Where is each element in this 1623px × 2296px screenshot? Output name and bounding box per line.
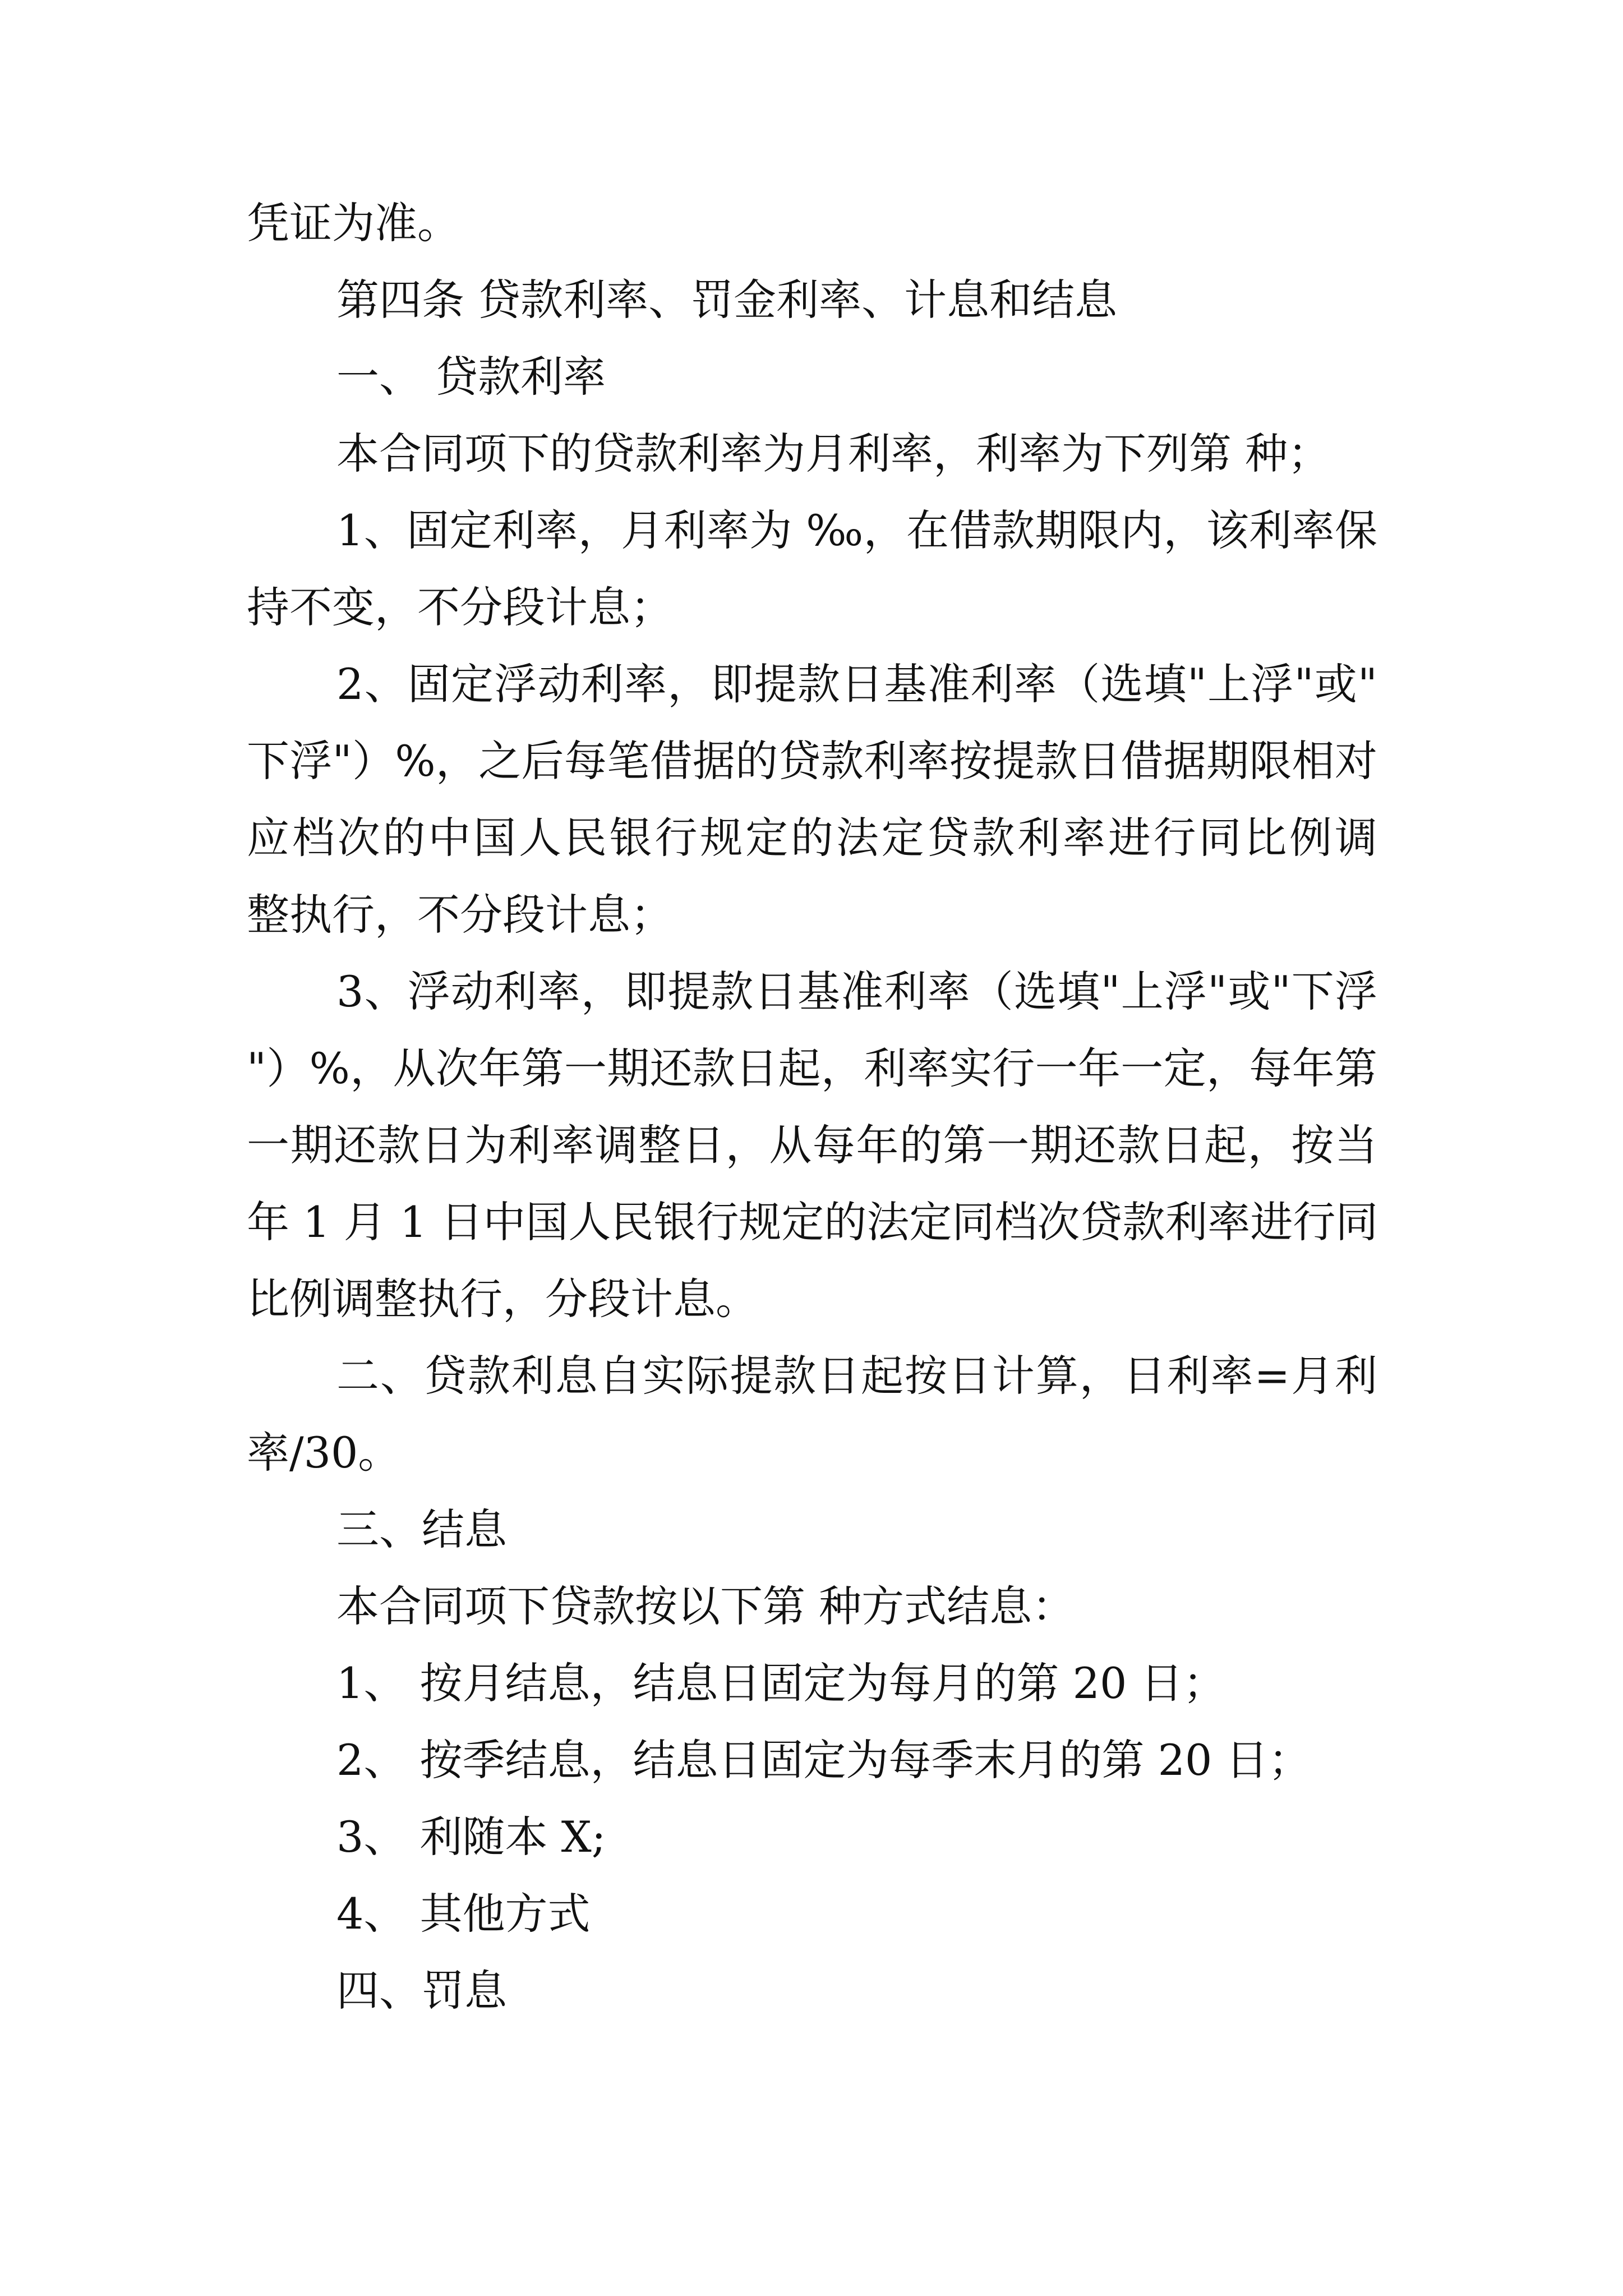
text-line: 比例调整执行，分段计息。 bbox=[247, 1274, 758, 1324]
subsection-heading: 四、罚息 bbox=[336, 1966, 507, 2016]
text-line: 凭证为准。 bbox=[247, 198, 460, 248]
text-line: 本合同项下贷款按以下第 种方式结息： bbox=[336, 1581, 1075, 1631]
text-line: 年 1 月 1 日中国人民银行规定的法定同档次贷款利率进行同 bbox=[247, 1197, 1378, 1247]
text-line: 1、固定利率，月利率为 ‰，在借款期限内，该利率保 bbox=[336, 505, 1377, 555]
section-heading: 第四条 贷款利率、罚金利率、计息和结息 bbox=[336, 275, 1118, 325]
text-line: 整执行，不分段计息； bbox=[247, 890, 673, 940]
text-line: 持不变，不分段计息； bbox=[247, 582, 673, 632]
text-line: 本合同项下的贷款利率为月利率，利率为下列第 种； bbox=[336, 429, 1331, 478]
text-line: 下浮"）%，之后每笔借据的贷款利率按提款日借据期限相对 bbox=[247, 736, 1377, 786]
list-item: 2、 按季结息，结息日固定为每季末月的第 20 日； bbox=[336, 1735, 1311, 1785]
list-item: 1、 按月结息，结息日固定为每月的第 20 日； bbox=[336, 1658, 1226, 1708]
list-item: 4、 其他方式 bbox=[336, 1889, 591, 1939]
subsection-heading: 三、结息 bbox=[336, 1504, 507, 1554]
text-line: 率/30。 bbox=[247, 1428, 401, 1478]
text-line: 一期还款日为利率调整日，从每年的第一期还款日起，按当 bbox=[247, 1120, 1377, 1170]
text-line: 3、浮动利率，即提款日基准利率（选填"上浮"或"下浮 bbox=[336, 967, 1377, 1016]
text-line: 应档次的中国人民银行规定的法定贷款利率进行同比例调 bbox=[247, 813, 1377, 863]
text-line: 二、贷款利息自实际提款日起按日计算，日利率=月利 bbox=[336, 1351, 1377, 1401]
list-item: 3、 利随本 X; bbox=[336, 1812, 606, 1862]
text-line: "）%，从次年第一期还款日起，利率实行一年一定，每年第 bbox=[247, 1043, 1377, 1093]
text-line: 2、固定浮动利率，即提款日基准利率（选填"上浮"或" bbox=[336, 659, 1377, 709]
subsection-heading: 一、 贷款利率 bbox=[336, 352, 606, 402]
